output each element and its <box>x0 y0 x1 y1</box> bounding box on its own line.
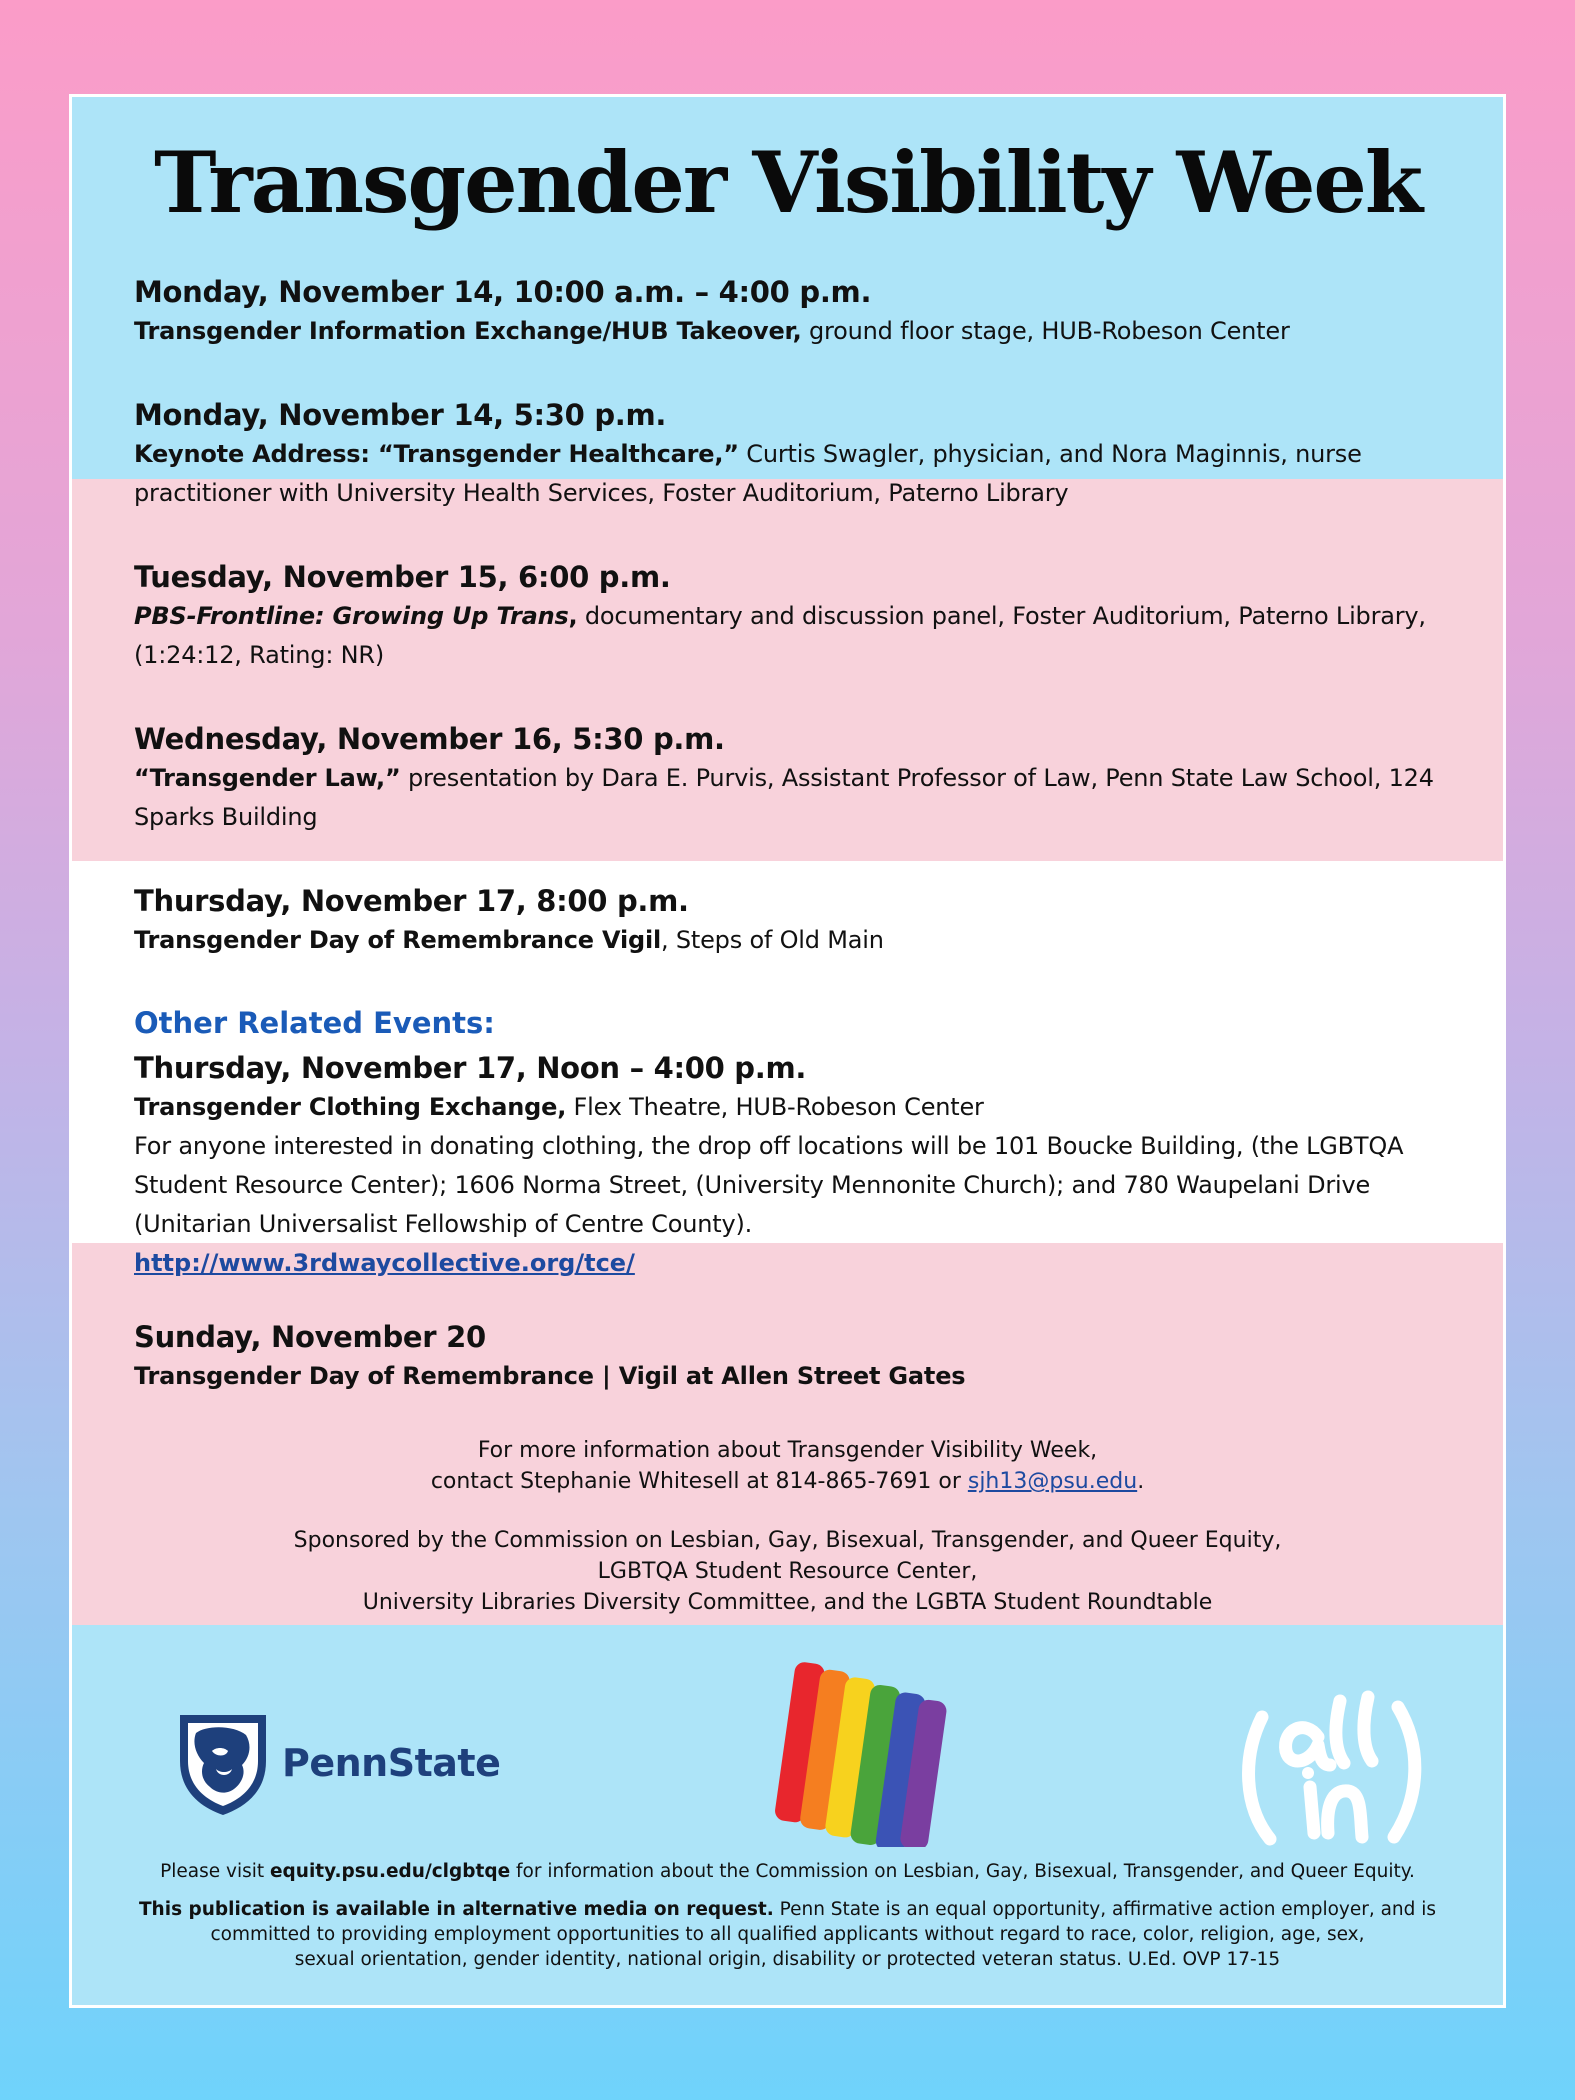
visit-suffix: for information about the Commission on Lesbian, Gay, Bisexual, Transgender, and Queer Equity. <box>510 1861 1415 1882</box>
event-details: Curtis Swagler, physician, and Nora Maginnis, nurse practitioner with University Health Services, Foster Auditorium, Paterno Library <box>134 440 1362 507</box>
all-in-logo-icon <box>1222 1657 1442 1877</box>
sponsor-line: University Libraries Diversity Committee, and the LGBTA Student Roundtable <box>362 1590 1213 1615</box>
event-name: Keynote Address: “Transgender Healthcare,” <box>134 440 739 468</box>
event-sunday-remembrance <box>134 1317 1454 1396</box>
event-name-suffix: , <box>568 602 578 630</box>
clothing-exchange-link[interactable]: http://www.3rdwaycollective.org/tce/ <box>134 1249 635 1277</box>
event-name: Transgender Day of Remembrance Vigil <box>134 926 662 954</box>
contact-prefix: contact Stephanie Whitesell at 814-865-7691 or <box>430 1469 968 1494</box>
equity-url[interactable]: equity.psu.edu/clgbtqe <box>270 1861 511 1882</box>
event-date: Wednesday, November 16, 5:30 p.m. <box>134 722 725 756</box>
event-description <box>134 435 1454 513</box>
rainbow-paint-icon <box>762 1657 962 1847</box>
page-title: Transgender Visibility Week <box>153 133 1422 232</box>
event-monday-info-exchange <box>134 272 1454 351</box>
event-description <box>134 312 1454 351</box>
event-name: Transgender Day of Remembrance | Vigil at Allen Street Gates <box>134 1362 966 1390</box>
event-description <box>134 759 1454 837</box>
event-thursday-vigil <box>134 881 1454 960</box>
contact-email-link[interactable]: sjh13@psu.edu <box>967 1469 1138 1494</box>
event-date: Thursday, November 17, Noon – 4:00 p.m. <box>134 1051 807 1085</box>
eeo-statement: Penn State is an equal opportunity, affirmative action employer, and is <box>773 1899 1437 1920</box>
contact-line-1: For more information about Transgender Visibility Week, <box>477 1438 1098 1463</box>
sponsors <box>72 1525 1503 1618</box>
flyer-card <box>69 94 1506 2008</box>
event-date: Thursday, November 17, 8:00 p.m. <box>134 884 689 918</box>
legal-line-3: sexual orientation, gender identity, national origin, disability or protected veteran status. U.Ed. OVP 17-15 <box>294 1949 1281 1970</box>
event-name: “Transgender Law,” <box>134 764 401 792</box>
sponsor-line: LGBTQA Student Resource Center, <box>597 1559 978 1584</box>
event-details: ground floor stage, HUB-Robeson Center <box>801 317 1290 345</box>
alt-media-notice: This publication is available in alternative media on request. <box>138 1899 774 1920</box>
contact-line-2 <box>72 1466 1503 1497</box>
nittany-lion-shield-icon <box>176 1711 270 1817</box>
event-name: Transgender Clothing Exchange, <box>134 1093 567 1121</box>
event-details: presentation by Dara E. Purvis, Assistant Professor of Law, Penn State Law School, 124 Sparks Building <box>134 764 1434 831</box>
event-tuesday-frontline <box>134 557 1454 675</box>
event-date: Monday, November 14, 10:00 a.m. – 4:00 p.m. <box>134 275 872 309</box>
visit-prefix: Please visit <box>160 1861 270 1882</box>
visit-line <box>72 1859 1503 1884</box>
event-date: Tuesday, November 15, 6:00 p.m. <box>134 560 671 594</box>
footer-legal <box>72 1897 1503 1972</box>
other-related-events <box>134 1003 1454 1283</box>
legal-line-2: committed to providing employment opportunities to all qualified applicants without regard to race, color, religion, age, sex, <box>210 1924 1365 1945</box>
sponsor-line: Sponsored by the Commission on Lesbian, Gay, Bisexual, Transgender, and Queer Equity, <box>293 1528 1282 1553</box>
event-details: , Steps of Old Main <box>661 926 884 954</box>
event-description <box>134 597 1454 675</box>
event-name: PBS-Frontline: Growing Up Trans <box>134 602 569 630</box>
other-events-heading: Other Related Events: <box>134 1006 495 1040</box>
pennstate-logo <box>176 1711 536 1821</box>
event-description <box>134 1088 1454 1127</box>
pennstate-wordmark: PennState <box>282 1741 501 1785</box>
event-name: Transgender Information Exchange/HUB Takeover, <box>134 317 802 345</box>
donation-note: For anyone interested in donating clothing, the drop off locations will be 101 Boucke Building, (the LGBTQA Student Resource Center); 1606 Norma Street, (University Mennonite Church); and 780 Waupelani Drive (Unitarian Universalist Fellowship of Centre County). <box>134 1132 1404 1238</box>
contact-info <box>72 1435 1503 1497</box>
event-details: Flex Theatre, HUB-Robeson Center <box>566 1093 984 1121</box>
contact-suffix: . <box>1137 1469 1145 1494</box>
event-wednesday-law <box>134 719 1454 837</box>
event-monday-keynote <box>134 395 1454 513</box>
event-details: documentary and discussion panel, Foster Auditorium, Paterno Library, (1:24:12, Rating: NR) <box>134 602 1426 669</box>
legal-line-1 <box>72 1897 1503 1922</box>
event-date: Monday, November 14, 5:30 p.m. <box>134 398 667 432</box>
event-date: Sunday, November 20 <box>134 1320 486 1354</box>
event-description <box>134 921 1454 960</box>
footer-visit <box>72 1859 1503 1884</box>
